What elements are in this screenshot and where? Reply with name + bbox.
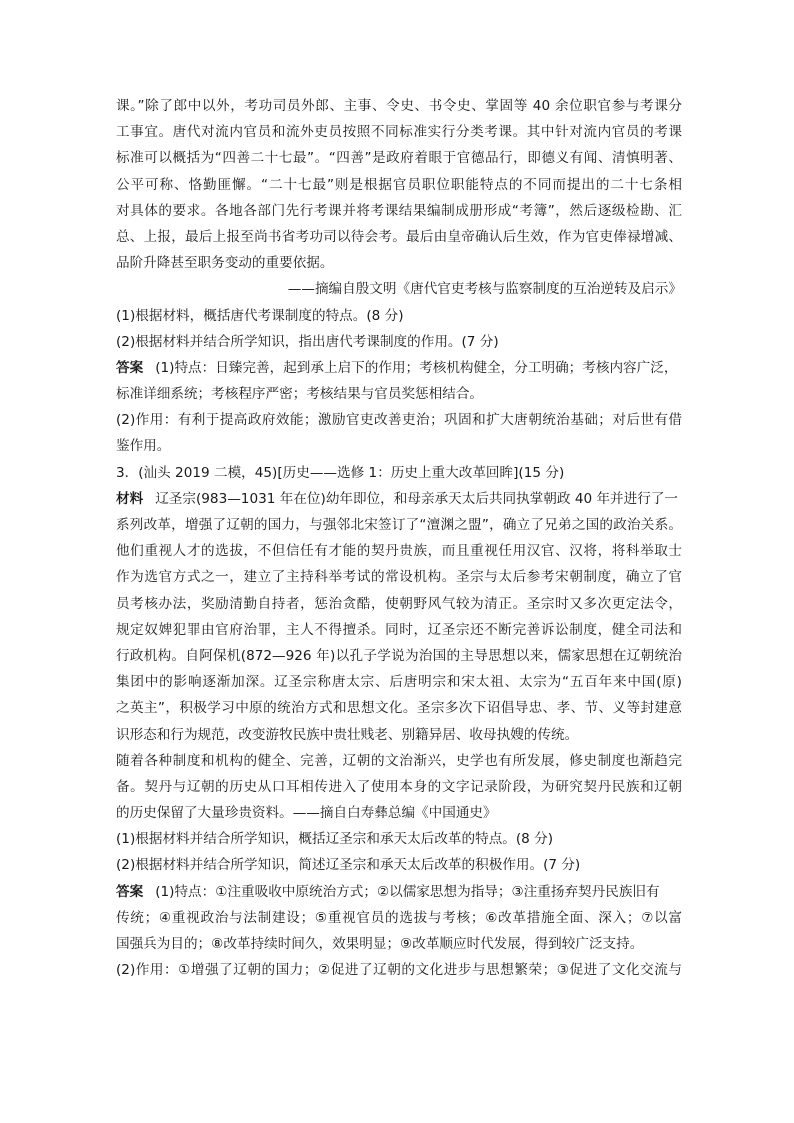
material-line: 作为选官方式之一，建立了主持科举考试的常设机构。圣宗与太后参考宋朝制度，确立了官: [116, 569, 682, 586]
question-heading: 3．(汕头 2019 二模，45)[历史——选修 1：历史上重大改革回眸](15 分): [116, 464, 565, 481]
material-line: 总、上报，最后上报至尚书省考功司以待会考。最后由皇帝确认后生效，作为官吏俸禄增减、: [116, 228, 682, 245]
material-line: 他们重视人才的选拔，不但信任有才能的契丹贵族，而且重视任用汉官、汉将，将科举取士: [116, 543, 682, 560]
material-line: 标准可以概括为“四善二十七最”。“四善”是政府着眼于官德品行，即德义有闻、清慎明著、: [116, 150, 682, 167]
material-line: 随着各种制度和机构的健全、完善，辽朝的文治渐兴，史学也有所发展，修史制度也渐趋完: [116, 752, 682, 769]
material-line: 品阶升降甚至职务变动的重要依据。: [116, 255, 334, 272]
material-line: 公平可称、恪勤匪懈。“二十七最”则是根据官员职位职能特点的不同而提出的二十七条相: [116, 176, 682, 193]
material-label: 材料: [116, 490, 144, 507]
answer-line: 传统；④重视政治与法制建设；⑤重视官员的选拔与考核；⑥改革措施全面、深入；⑦以富: [116, 909, 682, 926]
material-line: 之英主”，积极学习中原的统治方式和思想文化。圣宗多次下诏倡导忠、孝、节、义等封建意: [116, 700, 682, 717]
material-line: [116, 486, 682, 512]
material-line: 员考核办法，奖励清勤自持者，惩治贪酷，使朝野风气较为清正。圣宗时又多次更定法令，: [116, 595, 682, 612]
material-line: 行政机构。自阿保机(872—926 年)以孔子学说为治国的主导思想以来，儒家思想在辽朝统治: [116, 647, 682, 664]
material-line: 备。契丹与辽朝的历史从口耳相传进入了使用本身的文字记录阶段，为研究契丹民族和辽朝: [116, 778, 682, 795]
answer-line: 国强兵为目的；⑧改革持续时间久，效果明显；⑨改革顺应时代发展，得到较广泛支持。: [116, 936, 644, 952]
question-item: (2)根据材料并结合所学知识，简述辽圣宗和承天太后改革的积极作用。(7 分): [116, 857, 581, 874]
answer-line: (2)作用：①增强了辽朝的国力；②促进了辽朝的文化进步与思想繁荣；③促进了文化交流与: [116, 962, 682, 979]
answer-line: (2)作用：有利于提高政府效能；激励官吏改善吏治；巩固和扩大唐朝统治基础；对后世有借: [116, 412, 682, 429]
document-page: [116, 93, 682, 983]
answer-line: 鉴作用。: [116, 438, 171, 455]
answer-label: 答案: [116, 359, 144, 376]
material-line: 规定奴婢犯罪由官府治罪，主人不得擅杀。同时，辽圣宗还不断完善诉讼制度，健全司法和: [116, 621, 682, 638]
material-line: 课。”除了郎中以外，考功司员外郎、主事、令史、书令史、掌固等 40 余位职官参与考课分: [116, 98, 682, 114]
answer-line: [116, 879, 682, 905]
question-item: (1)根据材料，概括唐代考课制度的特点。(8 分): [116, 307, 404, 324]
material-text: 辽圣宗(983—1031 年在位)幼年即位，和母亲承天太后共同执掌朝政 40 年并进行了一: [155, 490, 679, 507]
material-line: 对具体的要求。各地各部门先行考课并将考课结果编制成册形成“考簿”，然后逐级检勘、汇: [116, 202, 682, 219]
question-item: (2)根据材料并结合所学知识，指出唐代考课制度的作用。(7 分): [116, 333, 499, 350]
answer-label: 答案: [116, 883, 144, 900]
material-line: 的历史保留了大量珍贵资料。——摘自白寿彝总编《中国通史》: [116, 805, 497, 822]
answer-text: (1)特点：①注重吸收中原统治方式；②以儒家思想为指导；③注重扬弃契丹民族旧有: [155, 883, 660, 900]
material-line: 识形态和行为规范，改变游牧民族中贵壮贱老、别籍异居、收母执嫂的传统。: [116, 726, 579, 743]
material-line: 工事宜。唐代对流内官员和流外吏员按照不同标准实行分类考课。其中针对流内官员的考课: [116, 124, 682, 141]
material-source: ——摘编自殷文明《唐代官吏考核与监察制度的互治逆转及启示》: [287, 281, 682, 298]
answer-line: 标准详细系统；考核程序严密；考核结果与官员奖惩相结合。: [116, 386, 484, 403]
material-line: 集团中的影响逐渐加深。辽圣宗称唐太宗、后唐明宗和宋太祖、太宗为“五百年来中国(原): [116, 674, 682, 691]
question-item: (1)根据材料并结合所学知识，概括辽圣宗和承天太后改革的特点。(8 分): [116, 831, 554, 848]
answer-line: [116, 355, 682, 381]
answer-text: (1)特点：日臻完善，起到承上启下的作用；考核机构健全，分工明确；考核内容广泛，: [155, 359, 678, 376]
material-line: 系列改革，增强了辽朝的国力，与强邻北宋签订了“澶渊之盟”，确立了兄弟之国的政治关系。: [116, 517, 682, 533]
